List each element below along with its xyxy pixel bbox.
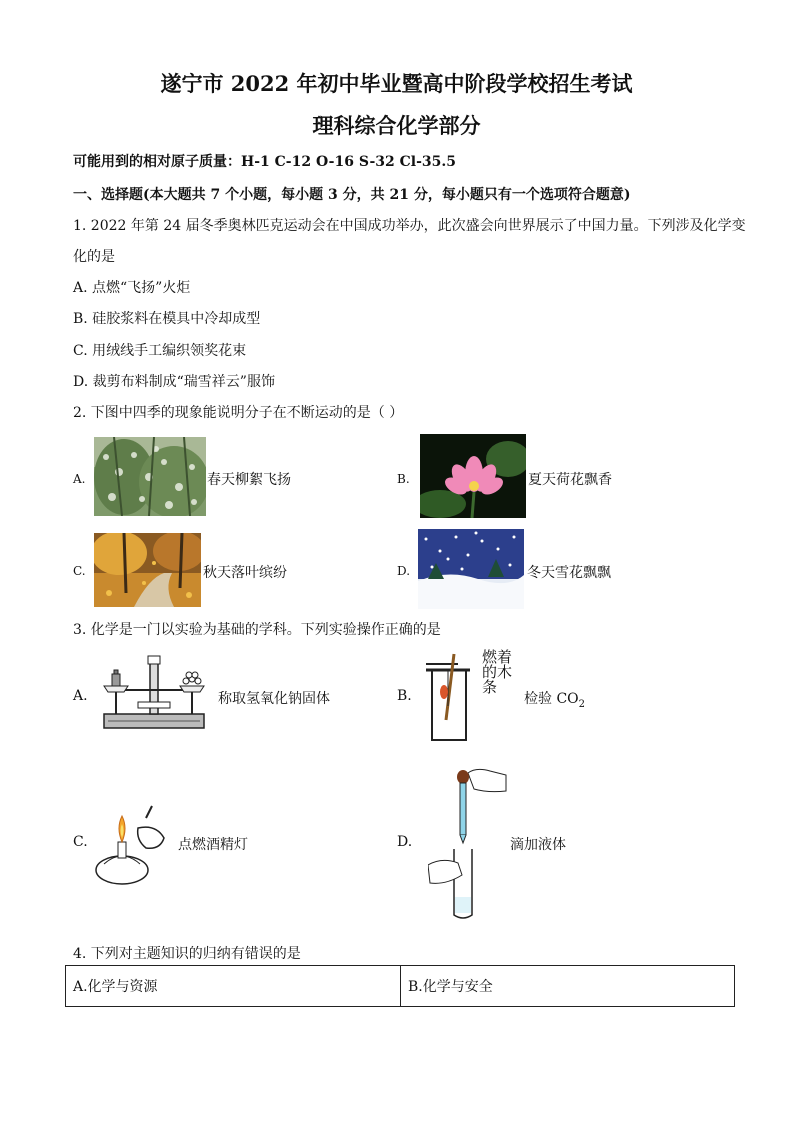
q2-option-a-letter: A. [73,472,86,486]
q3-option-d-letter: D. [397,834,413,850]
q4-table-cell-b: B.化学与安全 [401,966,735,1007]
q2-option-c-letter: C. [73,564,86,578]
q2-option-d-letter: D. [397,564,411,578]
q3-option-c-letter: C. [73,834,88,850]
alcohol-lamp-image [94,798,174,888]
q2-option-c-text: 秋天落叶缤纷 [203,565,287,581]
q4-table-cell-a: A.化学与资源 [66,966,401,1007]
q1-stem-line1: 1. 2022 年第 24 届冬季奥林匹克运动会在中国成功举办，此次盛会向世界展示了中国力量。下列涉及化学变 [73,218,746,234]
atomic-masses: 可能用到的相对原子质量：H-1 C-12 O-16 S-32 Cl-35.5 [73,154,456,170]
q3-option-a-letter: A. [73,688,88,704]
q3-option-b-subscript: 2 [578,698,586,710]
snowfall-image [418,529,524,609]
willow-catkin-image [94,437,206,516]
autumn-leaves-image [94,533,201,607]
burning-stick-label-line1: 燃着 [482,648,513,666]
q2-stem: 2. 下图中四季的现象能说明分子在不断运动的是（ ） [73,405,404,421]
burning-stick-label-line2: 的木 [482,663,513,681]
q3-option-c-text: 点燃酒精灯 [178,837,248,853]
q1-option-a: A. 点燃“飞扬”火炬 [73,280,191,296]
q1-option-c: C. 用绒线手工编织领奖花束 [73,343,247,359]
q1-option-b: B. 硅胶浆料在模具中冷却成型 [73,311,261,327]
q2-option-b-letter: B. [397,472,410,486]
q3-option-b-letter: B. [397,688,412,704]
gas-bottle-image [424,650,472,742]
q3-option-b-text [524,688,585,710]
q3-option-a-text: 称取氢氧化钠固体 [218,691,330,707]
burning-stick-label-line3: 条 [482,678,498,696]
balance-scale-image [98,654,210,732]
burning-stick-label [482,650,512,695]
dropper-image [428,765,508,921]
section-heading: 一、选择题(本大题共 7 个小题，每小题 3 分，共 21 分，每小题只有一个选项符合题意) [73,187,631,203]
lotus-flower-image [420,434,526,518]
table-row [66,966,735,1007]
q2-option-a-text: 春天柳絮飞扬 [207,472,291,488]
exam-subtitle: 理科综合化学部分 [312,113,481,138]
q1-option-d: D. 裁剪布料制成“瑞雪祥云”服饰 [73,374,275,390]
q4-table [65,965,735,1007]
q2-option-d-text: 冬天雪花飘飘 [527,565,611,581]
q3-option-b-text-main: 检验 CO [524,691,579,707]
q3-stem: 3. 化学是一门以实验为基础的学科。下列实验操作正确的是 [73,622,441,638]
q2-option-b-text: 夏天荷花飘香 [528,472,612,488]
exam-title: 遂宁市 2022 年初中毕业暨高中阶段学校招生考试 [160,71,633,96]
q3-option-d-text: 滴加液体 [510,837,566,853]
q4-stem: 4. 下列对主题知识的归纳有错误的是 [73,946,301,962]
q1-stem-line2: 化的是 [73,249,115,265]
